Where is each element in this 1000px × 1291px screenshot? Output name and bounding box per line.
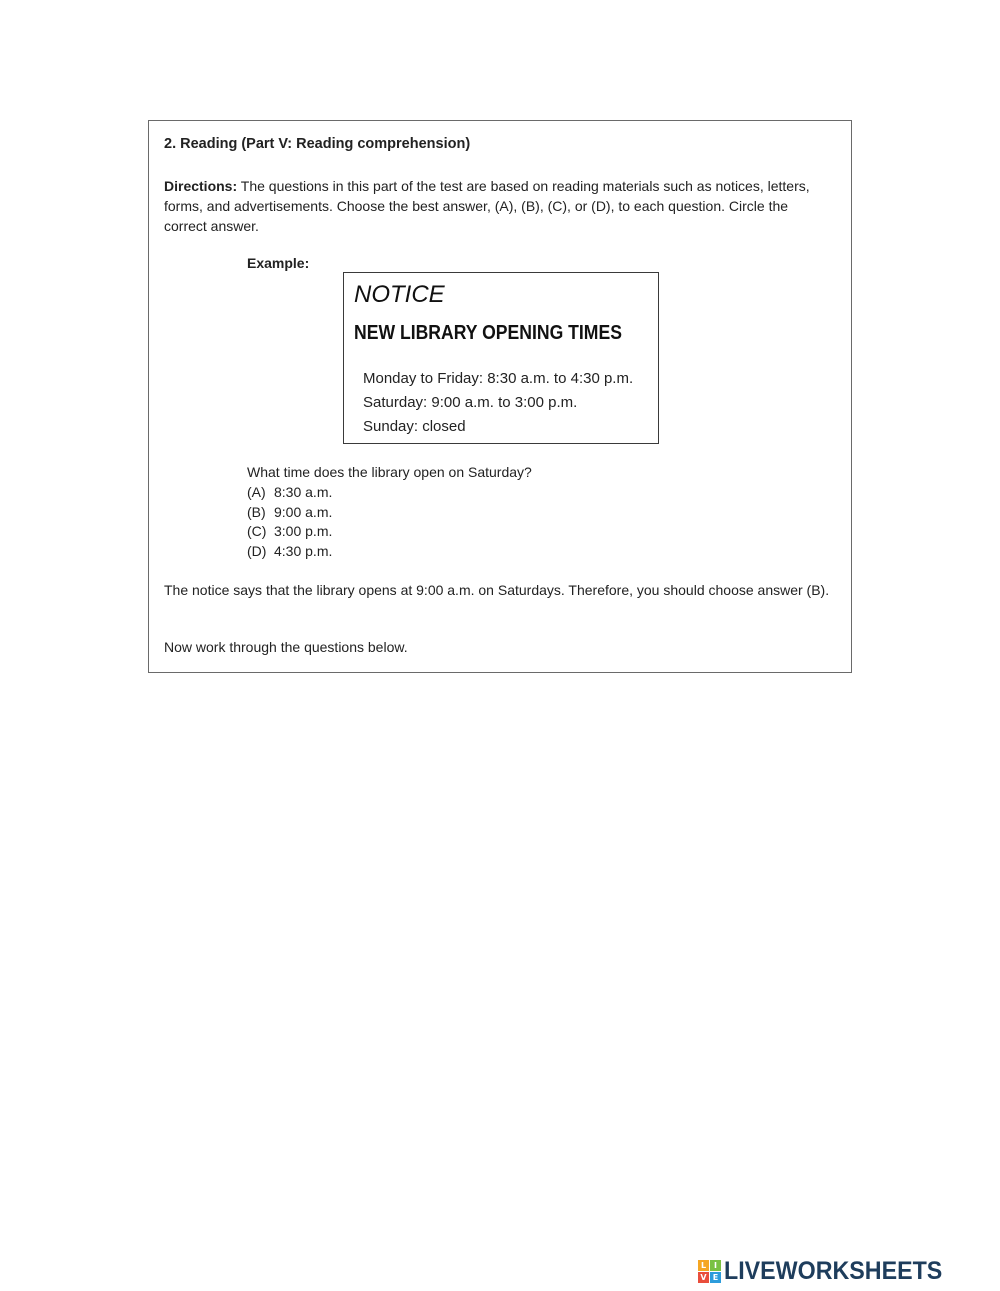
notice-hours-line: Sunday: closed <box>363 418 466 435</box>
notice-hours-line: Saturday: 9:00 a.m. to 3:00 p.m. <box>363 394 578 411</box>
logo-tile: L <box>698 1260 709 1271</box>
notice-hours-line: Monday to Friday: 8:30 a.m. to 4:30 p.m. <box>363 370 634 387</box>
directions-text: The questions in this part of the test are based on reading materials such as notices, letters, forms, and advertisements. Choose the best answer, (A), (B), (C), or (D), to each question. Circle the correct answer. <box>164 178 810 234</box>
directions-label: Directions: <box>164 178 238 194</box>
option-letter: (D) <box>247 542 267 559</box>
notice-subtitle: NEW LIBRARY OPENING TIMES <box>354 322 622 344</box>
liveworksheets-logo-icon <box>698 1260 721 1283</box>
section-heading: 2. Reading (Part V: Reading comprehension) <box>164 136 471 152</box>
answer-options <box>247 483 332 561</box>
explanation-paragraph: The notice says that the library opens at 9:00 a.m. on Saturdays. Therefore, you should choose answer (B). <box>164 582 830 598</box>
directions-paragraph <box>164 176 834 236</box>
closing-instruction: Now work through the questions below. <box>164 639 408 655</box>
answer-option-a[interactable] <box>247 483 332 503</box>
logo-tile: V <box>698 1272 709 1283</box>
example-label: Example: <box>247 255 310 271</box>
option-text: 3:00 p.m. <box>274 523 333 539</box>
example-question: What time does the library open on Saturday? <box>247 464 532 480</box>
answer-option-c[interactable] <box>247 522 332 542</box>
liveworksheets-brand <box>698 1257 959 1285</box>
answer-option-b[interactable] <box>247 503 332 523</box>
reading-section-box <box>148 120 852 673</box>
option-text: 8:30 a.m. <box>274 484 333 500</box>
logo-tile: I <box>710 1260 721 1271</box>
option-letter: (C) <box>247 523 267 539</box>
notice-title: NOTICE <box>354 281 445 308</box>
option-letter: (A) <box>247 484 266 500</box>
answer-option-d[interactable] <box>247 542 332 562</box>
option-letter: (B) <box>247 503 266 520</box>
option-text: 4:30 p.m. <box>274 542 333 559</box>
option-text: 9:00 a.m. <box>274 503 333 520</box>
notice-hours-list <box>363 367 633 439</box>
brand-name: LIVEWORKSHEETS <box>724 1256 943 1285</box>
logo-tile: E <box>710 1272 721 1283</box>
notice-box <box>343 272 659 444</box>
